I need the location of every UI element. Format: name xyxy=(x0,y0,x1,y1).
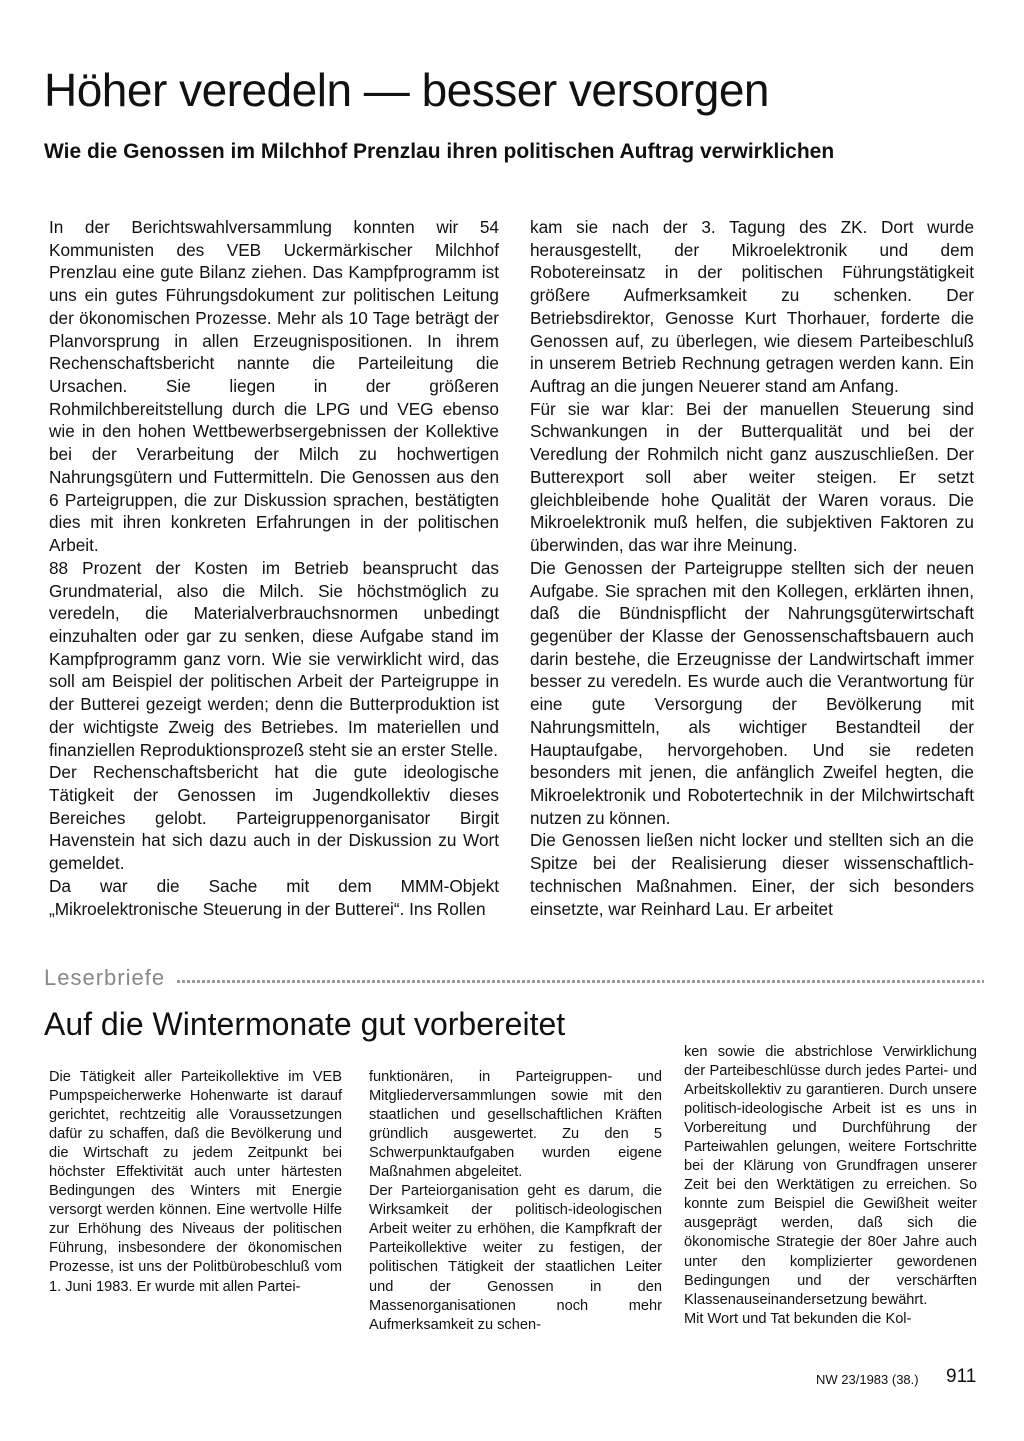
letter-column-2 xyxy=(369,1068,662,1335)
paragraph: ken sowie die abstrichlose Verwirklichung der Parteibeschlüsse durch jedes Partei- und Arbeitskollektiv zu garantieren. Durch unsere politisch-ideologische Arbeit ist es uns in Vorbereitung und Durchführung der Parteiwahlen gelungen, weitere Fortschritte bei der Klärung von Grundfragen unserer Zeit bei den Werktätigen zu erreichen. So konnte zum Beispiel die Gewißheit weiter ausgeprägt werden, daß sich die ökonomische Strategie der 80er Jahre auch unter den komplizierter gewordenen Bedingungen und der verschärften Klassenauseinandersetzung bewährt. xyxy=(684,1044,977,1308)
paragraph: kam sie nach der 3. Tagung des ZK. Dort wurde herausgestellt, der Mikroelektronik und dem Robotereinsatz in der politischen Führungstätigkeit größere Aufmerksamkeit zu schenken. Der Betriebsdirektor, Genosse Kurt Thorhauer, forderte die Genossen auf, zu überlegen, wie diesem Parteibeschluß in unserem Betrieb Rechnung getragen werden kann. Ein Auftrag an die jungen Neuerer stand am Anfang. xyxy=(530,217,974,397)
paragraph: Die Genossen ließen nicht locker und stellten sich an die Spitze bei der Realisierung dieser wissenschaftlich-technischen Maßnahmen. Einer, der sich besonders einsetzte, war Reinhard Lau. Er arbeitet xyxy=(530,830,974,919)
page-number: 911 xyxy=(946,1366,977,1387)
article-title: Höher veredeln — besser versorgen xyxy=(44,64,769,116)
paragraph: Da war die Sache mit dem MMM-Objekt „Mikroelektronische Steuerung in der Butterei“. Ins Rollen xyxy=(49,875,499,919)
article-column-right xyxy=(530,216,974,920)
section-header xyxy=(44,965,984,991)
letter-column-3 xyxy=(684,1043,977,1329)
section-label: Leserbriefe xyxy=(44,965,166,990)
paragraph: Der Rechenschaftsbericht hat die gute ideologische Tätigkeit der Genossen im Jugendkollektiv dieses Bereiches gelobt. Parteigruppenorganisator Birgit Havenstein hat sich dazu auch in der Diskussion zu Wort gemeldet. xyxy=(49,762,499,874)
letter-column-1 xyxy=(49,1068,342,1297)
paragraph: Für sie war klar: Bei der manuellen Steuerung sind Schwankungen in der Butterqualität und bei der Veredlung der Rohmilch nicht ganz auszuschließen. Der Butterexport soll aber weiter steigen. Er setzt gleichbleibende hohe Qualität der Waren voraus. Die Mikroelektronik muß helfen, die subjektiven Faktoren zu überwinden, das war ihre Meinung. xyxy=(530,398,974,556)
article-subtitle: Wie die Genossen im Milchhof Prenzlau ihren politischen Auftrag verwirklichen xyxy=(44,140,835,163)
paragraph: In der Berichtswahlversammlung konnten wir 54 Kommunisten des VEB Uckermärkischer Milchhof Prenzlau eine gute Bilanz ziehen. Das Kampfprogramm ist uns ein gutes Führungsdokument zur politischen Leitung der ökonomischen Prozesse. Mehr als 10 Tage beträgt der Planvorsprung in allen Erzeugnispositionen. In ihrem Rechenschaftsbericht nannte die Parteileitung die Ursachen. Sie liegen in der größeren Rohmilchbereitstellung durch die LPG und VEG ebenso wie in den hohen Wettbewerbsergebnissen der Kollektive bei der Verarbeitung der Milch zu hochwertigen Nahrungsgütern und Futtermitteln. Die Genossen aus den 6 Parteigruppen, die zur Diskussion sprachen, bestätigten dies mit ihren konkreten Erfahrungen in der politischen Arbeit. xyxy=(49,217,499,556)
paragraph: Der Parteiorganisation geht es darum, die Wirksamkeit der politisch-ideologischen Arbeit weiter zu erhöhen, die Kampfkraft der Parteikollektive weiter zu festigen, der politischen Tätigkeit der staatlichen Leiter und der Genossen in den Massenorganisationen noch mehr Aufmerksamkeit zu schen- xyxy=(369,1183,662,1333)
letter-title: Auf die Wintermonate gut vorbereitet xyxy=(44,1006,566,1042)
paragraph: Die Tätigkeit aller Parteikollektive im VEB Pumpspeicherwerke Hohenwarte ist darauf gerichtet, rechtzeitig alle Voraussetzungen dafür zu schaffen, daß die Bevölkerung und die Wirtschaft zu jedem Zeitpunkt bei höchster Effektivität auch unter härtesten Bedingungen des Winters mit Energie versorgt werden können. Eine wertvolle Hilfe zur Erhöhung des Niveaus der politischen Führung, insbesondere der ökonomischen Prozesse, ist uns der Politbürobeschluß vom 1. Juni 1983. Er wurde mit allen Partei- xyxy=(49,1069,342,1295)
paragraph: Die Genossen der Parteigruppe stellten sich der neuen Aufgabe. Sie sprachen mit den Kollegen, erklärten ihnen, daß die Bündnispflicht der Nahrungsgüterwirtschaft gegenüber der Klasse der Genossenschaftsbauern auch darin bestehe, die Erzeugnisse der Landwirtschaft immer besser zu veredeln. Es wurde auch die Verantwortung für eine gute Versorgung der Bevölkerung mit Nahrungsmitteln, als wichtiger Bestandteil der Hauptaufgabe, hervorgehoben. Und sie redeten besonders mit jenen, die anfänglich Zweifel hegten, die Mikroelektronik und Robotertechnik in der Milchwirtschaft nutzen zu können. xyxy=(530,557,974,828)
issue-reference: NW 23/1983 (38.) xyxy=(816,1372,919,1387)
paragraph: funktionären, in Parteigruppen- und Mitgliederversammlungen sowie mit den staatlichen und gesellschaftlichen Kräften gründlich ausgewertet. Zu den 5 Schwerpunktaufgaben wurden eigene Maßnahmen abgeleitet. xyxy=(369,1069,662,1181)
paragraph: 88 Prozent der Kosten im Betrieb beansprucht das Grundmaterial, also die Milch. Sie höchstmöglich zu veredeln, die Materialverbrauchsnormen unbedingt einzuhalten oder gar zu senken, diese Aufgabe stand im Kampfprogramm ganz vorn. Wie sie verwirklicht wird, das soll am Beispiel der politischen Arbeit der Parteigruppe in der Butterei gezeigt werden; denn die Butterproduktion ist der wichtigste Zweig des Betriebes. Im materiellen und finanziellen Reproduktionsprozeß steht sie an erster Stelle. xyxy=(49,557,499,760)
paragraph: Mit Wort und Tat bekunden die Kol- xyxy=(684,1310,912,1327)
dotted-rule xyxy=(177,980,984,983)
article-column-left xyxy=(49,216,499,920)
